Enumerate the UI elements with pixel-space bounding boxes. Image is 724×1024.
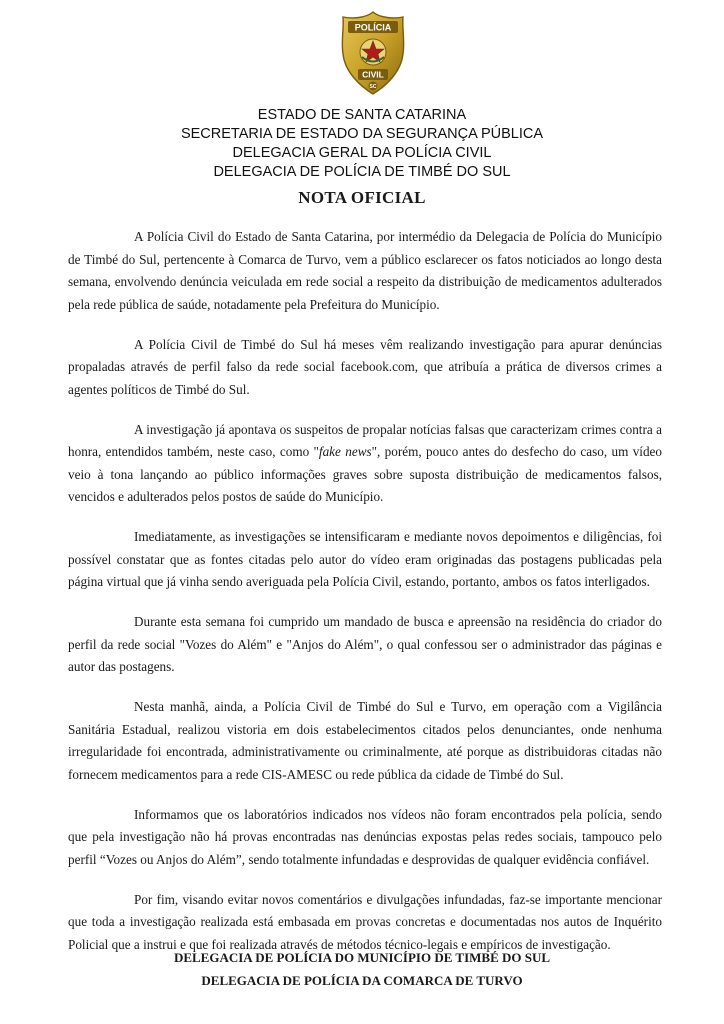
paragraph-1: A Polícia Civil do Estado de Santa Catarina, por intermédio da Delegacia de Polícia do Município de Timbé do Sul, pertencente à Comarca de Turvo, vem a público esclarecer os fatos noticiados ao longo desta semana, envolvendo denúncia veiculada em rede social a respeito da distribuição de medicamentos adulterados pela rede pública de saúde, notadamente pela Prefeitura do Município. <box>68 229 662 312</box>
header-state: ESTADO DE SANTA CATARINA <box>257 107 467 123</box>
paragraph-2: A Polícia Civil de Timbé do Sul há meses vêm realizando investigação para apurar denúncias propaladas através de perfil falso da rede social facebook.com, que atribuía a prática de diversos crimes a agentes políticos de Timbé do Sul. <box>68 336 662 397</box>
paragraph-6: Nesta manhã, ainda, a Polícia Civil de Timbé do Sul e Turvo, em operação com a Vigilância Sanitária Estadual, realizou vistoria em dois estabelecimentos citados pelos denunciantes, onde nenhuma irregularidade foi encontrada, administrativamente ou criminalmente, até porque as distribuidoras citadas não fornecem medicamentos para a rede CIS-AMESC ou rede pública da cidade de Timbé do Sul. <box>68 699 662 782</box>
paragraph-4: Imediatamente, as investigações se intensificaram e mediante novos depoimentos e diligências, foi possível constatar que as fontes citadas pelo autor do vídeo eram originadas das postagens publicadas pela página virtual que já vinha sendo averiguada pela Polícia Civil, estando, portanto, ambos os fatos interligados. <box>68 529 662 590</box>
paragraph-3-start: A investigação já apontava os suspeitos de propalar notícias falsas que caracterizam crimes contra a honra, entendidos também, neste caso, como " <box>68 421 662 460</box>
paragraph-8: Por fim, visando evitar novos comentários e divulgações infundadas, faz-se importante mencionar que toda a investigação realizada está embasada em provas concretas e documentadas nos autos de Inquérito Policial que a instrui e que foi realizada através de métodos técnico-legais e empíricos de investigação. <box>68 891 662 952</box>
badge-bottom-text: CIVIL <box>362 69 384 80</box>
badge-state-text: SC <box>369 84 377 90</box>
document-body <box>68 226 662 974</box>
document-title: NOTA OFICIAL <box>298 188 426 207</box>
badge-top-text: POLÍCIA <box>354 22 392 33</box>
header-local-police: DELEGACIA DE POLÍCIA DE TIMBÉ DO SUL <box>213 164 511 180</box>
paragraph-3-end: ", porém, pouco antes do desfecho do caso, um vídeo veio à tona lançando ao público informações graves sobre suposta distribuição de medicamentos falsos, vencidos e adulterados pelos postos de saúde do Município. <box>68 444 662 505</box>
footer-line-2: DELEGACIA DE POLÍCIA DA COMARCA DE TURVO <box>201 973 523 988</box>
paragraph-3 <box>68 419 662 509</box>
signature-block <box>0 946 724 992</box>
header-general-police: DELEGACIA GERAL DA POLÍCIA CIVIL <box>232 145 492 161</box>
footer-line-1: DELEGACIA DE POLÍCIA DO MUNICÍPIO DE TIMBÉ DO SUL <box>173 950 551 965</box>
paragraph-7: Informamos que os laboratórios indicados nos vídeos não foram encontrados pela polícia, sendo que pela investigação não há provas encontradas nas denúncias expostas pelas redes sociais, tampouco pelo perfil “Vozes ou Anjos do Além”, sendo totalmente infundadas e desprovidas de qualquer evidência confiável. <box>68 806 662 867</box>
header-secretariat: SECRETARIA DE ESTADO DA SEGURANÇA PÚBLICA <box>180 126 544 142</box>
paragraph-5: Durante esta semana foi cumprido um mandado de busca e apreensão na residência do criador do perfil da rede social "Vozes do Além" e "Anjos do Além", o qual confessou ser o administrador das páginas e autor das postagens. <box>68 614 662 675</box>
police-badge-icon <box>338 10 408 96</box>
paragraph-3-italic: fake news <box>318 444 372 460</box>
letterhead <box>0 106 724 182</box>
